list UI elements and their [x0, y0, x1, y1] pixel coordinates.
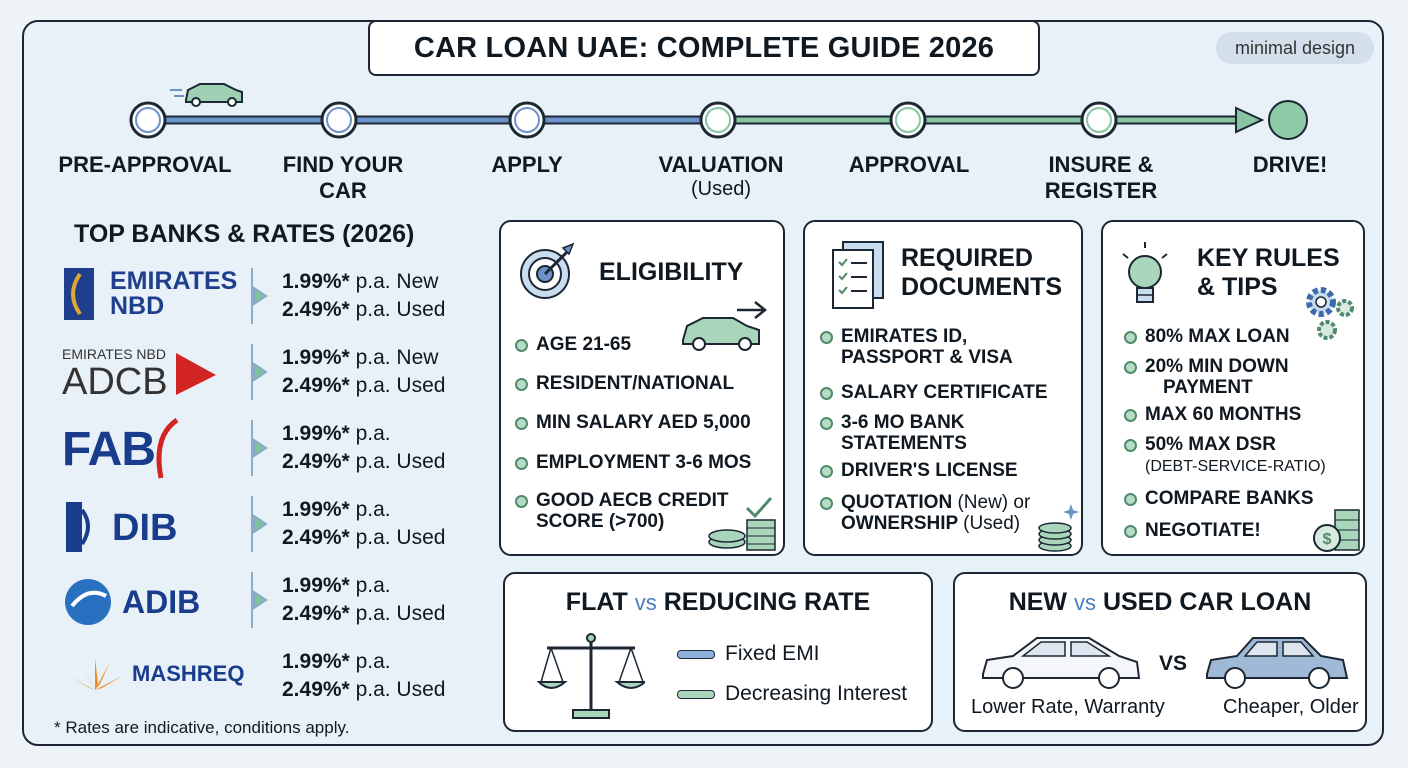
new-car-caption: Lower Rate, Warranty: [971, 696, 1165, 718]
timeline-label-5: APPROVAL: [848, 152, 970, 177]
document-item: SALARY CERTIFICATE: [841, 382, 1048, 403]
bank-rates-adcb: 1.99%* p.a. New 2.49%* p.a. Used: [282, 346, 446, 397]
coins-icon: [699, 494, 783, 554]
adcb-logo-icon: [172, 351, 218, 397]
lightbulb-icon: [1117, 240, 1175, 312]
chevron-right-icon: [250, 570, 270, 630]
bank-rates-emirates-nbd: 1.99%* p.a. New 2.49%* p.a. Used: [282, 270, 446, 321]
target-icon: [517, 240, 577, 302]
document-icon: [829, 240, 887, 312]
dib-logo-icon: [62, 500, 104, 556]
rates-footnote: * Rates are indicative, conditions apply.: [54, 718, 350, 737]
timeline-step-5: [891, 103, 925, 137]
eligibility-title: ELIGIBILITY: [599, 258, 744, 286]
timeline-label-6: INSURE & REGISTER: [1044, 152, 1158, 203]
timeline-label-3: APPLY: [491, 152, 563, 177]
rule-item: COMPARE BANKS: [1145, 488, 1314, 509]
chevron-right-icon: [250, 418, 270, 478]
bank-rates-dib: 1.99%* p.a. 2.49%* p.a. Used: [282, 498, 446, 549]
mashreq-logo-icon: [62, 654, 128, 694]
bank-name: DIB: [112, 506, 178, 549]
rule-item: 50% MAX DSR (DEBT-SERVICE-RATIO): [1145, 434, 1326, 477]
fab-logo-icon: [147, 418, 181, 480]
timeline-arrowhead: [1236, 108, 1262, 132]
rule-item: NEGOTIATE!: [1145, 520, 1261, 541]
timeline-step-1: [131, 103, 165, 137]
document-item: 3-6 MO BANK STATEMENTS: [841, 412, 967, 454]
eligibility-card: [499, 220, 785, 556]
bank-name: EMIRATES NBD: [62, 346, 166, 362]
rule-item: MAX 60 MONTHS: [1145, 404, 1301, 425]
flat-vs-reducing-card: [503, 572, 933, 732]
bank-logo-emirates-nbd: [62, 266, 237, 322]
page-title: CAR LOAN UAE: COMPLETE GUIDE 2026: [368, 20, 1040, 76]
timeline-step-7: [1269, 101, 1307, 139]
timeline-label-2: FIND YOUR CAR: [282, 152, 404, 203]
adib-logo-icon: [62, 576, 114, 628]
bank-rates-fab: 1.99%* p.a. 2.49%* p.a. Used: [282, 422, 446, 473]
documents-card: [803, 220, 1083, 556]
timeline-label-1: PRE-APPROVAL: [58, 152, 232, 177]
flat-vs-reducing-title: FLAT vs REDUCING RATE: [565, 588, 871, 616]
legend-decreasing-interest: Decreasing Interest: [725, 682, 908, 705]
timeline-step-6: [1082, 103, 1116, 137]
eligibility-item: RESIDENT/NATIONAL: [536, 373, 734, 394]
chevron-right-icon: [250, 342, 270, 402]
banks-title: TOP BANKS & RATES (2026): [74, 220, 415, 248]
timeline-label-7: DRIVE!: [1252, 152, 1328, 177]
document-item: EMIRATES ID, PASSPORT & VISA: [841, 326, 1013, 368]
scale-icon: [537, 630, 645, 722]
document-item: DRIVER'S LICENSE: [841, 460, 1018, 481]
legend-swatch-decreasing-interest: [677, 690, 715, 699]
bank-name: FAB: [62, 422, 155, 476]
legend-fixed-emi: Fixed EMI: [725, 642, 820, 665]
bank-logo-mashreq: [62, 654, 244, 694]
eligibility-item: AGE 21-65: [536, 334, 631, 355]
timeline-step-2: [322, 103, 356, 137]
bank-rates-adib: 1.99%* p.a. 2.49%* p.a. Used: [282, 574, 446, 625]
car-icon: [170, 84, 242, 106]
new-vs-used-card: [953, 572, 1367, 732]
bank-name: NBD: [110, 292, 165, 320]
design-badge: minimal design: [1216, 32, 1374, 64]
documents-title: REQUIRED DOCUMENTS: [901, 244, 1063, 301]
timeline-step-3: [510, 103, 544, 137]
coins-icon: [1031, 502, 1079, 552]
car-arrow-icon: [677, 292, 773, 354]
used-car-caption: Cheaper, Older: [1223, 696, 1359, 718]
new-car-icon: [979, 630, 1143, 692]
timeline: [0, 70, 1408, 150]
emirates-nbd-logo-icon: [62, 266, 98, 322]
bank-rates-mashreq: 1.99%* p.a. 2.49%* p.a. Used: [282, 650, 446, 701]
bank-logo-fab: [62, 418, 181, 480]
rule-item: 80% MAX LOAN: [1145, 326, 1290, 347]
bank-name: ADCB: [62, 361, 168, 403]
gear-icon: [1299, 278, 1361, 346]
eligibility-item: GOOD AECB CREDIT SCORE (>700): [536, 490, 728, 532]
bank-name: ADIB: [122, 583, 201, 620]
svg-text:$: $: [1322, 531, 1332, 548]
timeline-label-4: VALUATION (Used): [658, 152, 784, 200]
eligibility-item: MIN SALARY AED 5,000: [536, 412, 751, 433]
bank-name: MASHREQ: [132, 661, 245, 686]
document-item: QUOTATION (New) or OWNERSHIP (Used): [841, 492, 1030, 534]
chevron-right-icon: [250, 266, 270, 326]
legend-swatch-fixed-emi: [677, 650, 715, 659]
vs-label: VS: [1159, 652, 1188, 675]
bank-logo-adcb: [62, 346, 218, 402]
money-icon: [1309, 502, 1363, 554]
rules-title: KEY RULES & TIPS: [1197, 244, 1340, 301]
eligibility-item: EMPLOYMENT 3-6 MOS: [536, 452, 751, 473]
rule-item: 20% MIN DOWN PAYMENT: [1145, 356, 1289, 398]
used-car-icon: [1203, 630, 1351, 692]
rules-card: [1101, 220, 1365, 556]
bank-logo-adib: [62, 576, 200, 628]
chevron-right-icon: [250, 494, 270, 554]
bank-name: EMIRATES: [110, 267, 238, 295]
timeline-step-4: [701, 103, 735, 137]
new-vs-used-title: NEW vs USED CAR LOAN: [1008, 588, 1312, 616]
bank-logo-dib: [62, 500, 177, 556]
